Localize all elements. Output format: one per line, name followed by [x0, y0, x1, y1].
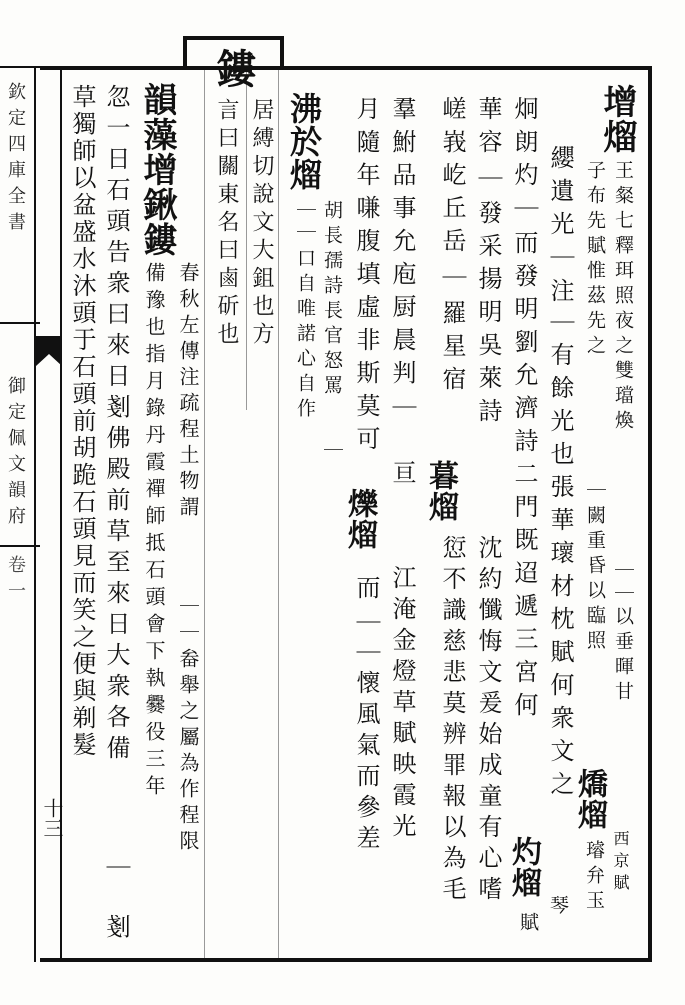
entry-text: 愆不識慈悲莫辨罪報以為毛 — [438, 535, 466, 907]
juan-mark: 卷一 — [5, 555, 26, 607]
entry-text: 以垂暉甘 — [612, 606, 634, 706]
margin-divider-1 — [0, 66, 40, 68]
dash-mark: ｜ — [584, 480, 606, 505]
dash-mark: ｜ — [294, 200, 316, 225]
entry-head-shao-yu: 爍熘 — [342, 488, 377, 550]
dash-mark: ｜ — [321, 440, 343, 465]
margin-divider-2 — [0, 322, 40, 324]
entry-text: 忽一日石頭告衆曰來日剗佛殿前草至來日大衆各備 — [102, 84, 130, 766]
entry-head-lou: 鏤 — [210, 48, 257, 89]
entry-text: 嵯峩屹丘岳 — [438, 96, 466, 261]
entry-text: 華容 — [474, 96, 502, 162]
entry-text: 草獨師以盆盛水沐頭于石頭前胡跪石頭見而笑之便與剃髮 — [68, 84, 96, 759]
entry-text: 賦 — [517, 912, 539, 937]
entry-text: 王粲七釋珥照夜之雙璫煥 — [612, 160, 634, 435]
entry-text: 子布先賦惟茲先之 — [584, 160, 606, 360]
entry-head-zeng-yu: 增熘 — [597, 84, 637, 154]
top-border — [40, 66, 652, 70]
entry-text: 西京賦 — [611, 830, 630, 896]
entry-text: 而 — [352, 575, 380, 608]
dash-mark: ｜ — [388, 395, 416, 428]
dash-mark: ｜ — [352, 610, 380, 643]
entry-text: 胡長孺詩長官怒罵 — [321, 200, 343, 400]
entry-text: 月隨年嗛腹填虛非斯莫可 — [352, 96, 380, 459]
entry-text: 備豫也指月錄丹霞禪師抵石頭會下執爨役三年 — [142, 262, 166, 802]
dash-mark: ｜ — [546, 245, 574, 278]
fishtail-mark — [36, 336, 62, 366]
entry-text: 畚舉之屬為作程限 — [176, 648, 200, 856]
dash-mark: ｜ — [612, 583, 634, 608]
column-separator — [278, 70, 279, 958]
tab-left-edge — [183, 36, 187, 68]
dash-mark: ｜ — [177, 596, 199, 621]
dash-mark: ｜ — [546, 310, 574, 343]
dash-mark: ｜ — [177, 622, 199, 647]
entry-text: 剗 — [102, 914, 130, 947]
entry-text: 居縛切說文大鉏也方 — [249, 98, 274, 350]
entry-head-fei-yu: 沸於熘 — [285, 92, 323, 191]
dash-mark: ｜ — [438, 265, 466, 298]
entry-text: 沈約懺悔文爰始成童有心嗜 — [474, 535, 502, 907]
entry-text: 言曰關東名曰鹵斫也 — [214, 98, 239, 350]
right-border — [648, 66, 652, 962]
bottom-border — [40, 958, 652, 962]
entry-text: 羅星宿 — [438, 300, 466, 399]
top-tab-border — [183, 36, 283, 40]
entry-text: 纓遺光 — [546, 145, 574, 244]
book-title: 欽定四庫全書 — [5, 82, 26, 238]
entry-head-yunzao: 韻藻增鍬鏤 — [137, 82, 177, 257]
entry-text: 璿弁玉 — [583, 840, 605, 915]
entry-head-gou-yu: 灼熘 — [506, 836, 541, 898]
dash-mark: ｜ — [510, 196, 538, 229]
entry-text: 亘 — [388, 460, 416, 493]
entry-text: 有餘光也張華瓌材枕賦何衆文之 — [546, 342, 574, 804]
dash-mark: ｜ — [612, 560, 634, 585]
entry-text: 口自唯諾心自作 — [294, 248, 316, 423]
left-inner-line — [34, 66, 36, 962]
tab-right-edge — [280, 36, 284, 68]
entry-head-mu-yu: 暮熘 — [423, 460, 458, 522]
entry-text: 闕重昏以臨照 — [584, 505, 606, 655]
dash-mark: ｜ — [102, 855, 130, 888]
dash-mark: ｜ — [474, 166, 502, 199]
entry-text: 炯朗灼 — [510, 96, 538, 195]
entry-text: 懷風氣而參差 — [352, 670, 380, 856]
entry-text: 羣鮒品事允庖厨晨判 — [388, 96, 416, 393]
column-separator — [246, 70, 247, 410]
column-separator — [204, 70, 205, 958]
entry-head-xiao-yu: 燆熘 — [572, 768, 607, 830]
entry-text: 發采揚明吳萊詩 — [474, 200, 502, 431]
page-number: 十三 — [40, 798, 64, 838]
entry-text: 而發明劉允濟詩二門既迢遞三宮何 — [510, 230, 538, 725]
margin-divider-3 — [0, 545, 40, 547]
book-subtitle: 御定佩文韻府 — [5, 376, 26, 532]
entry-text: 注 — [546, 278, 574, 311]
entry-text: 琴 — [547, 895, 569, 920]
dash-mark: ｜ — [294, 222, 316, 247]
dash-mark: ｜ — [352, 640, 380, 673]
entry-text: 江淹金燈草賦映霞光 — [388, 565, 416, 844]
entry-text: 春秋左傳注疏程土物謂 — [176, 262, 200, 522]
